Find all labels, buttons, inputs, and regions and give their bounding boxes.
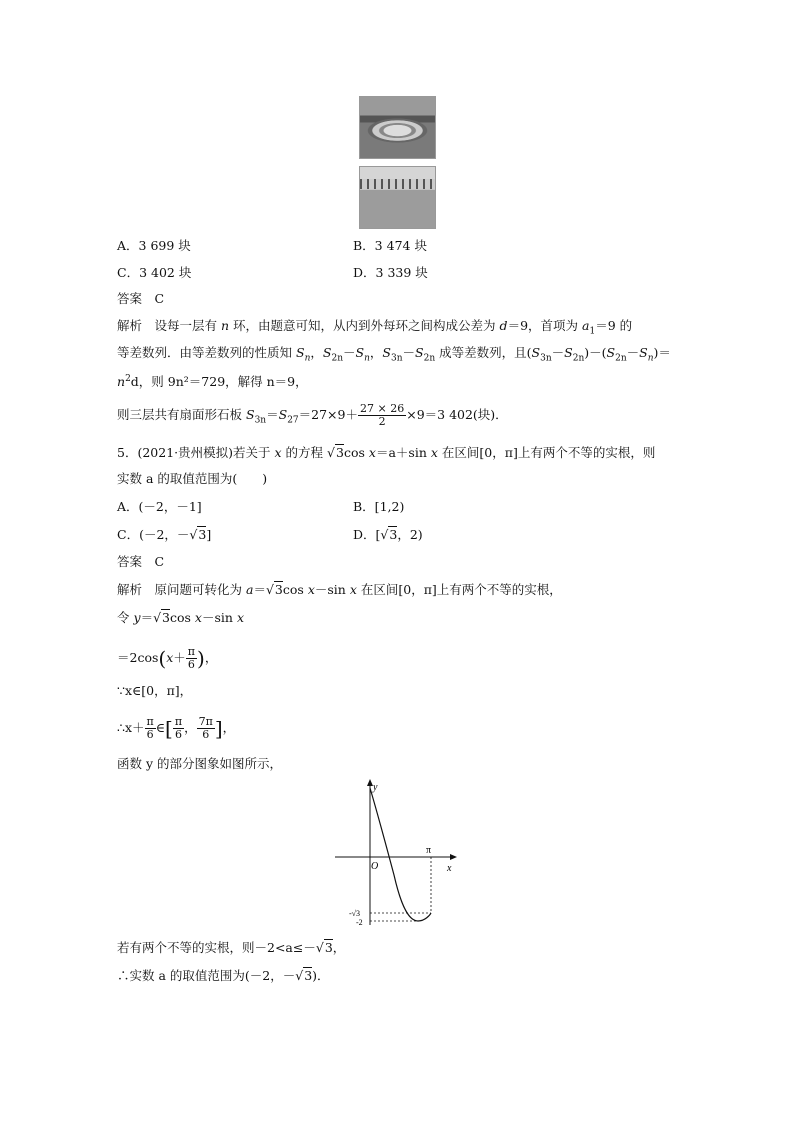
q4-option-b: B．3 474 块 (353, 238, 427, 253)
q5-analysis-line2: 令 y＝√3cos x－sin x (117, 610, 244, 625)
q5-analysis-line5: ∴x＋ $\frac{\pi}{6}$ ∈[ $\frac{\pi}{6}$ ， $\frac{7\pi}{6}$ ]， (117, 715, 236, 741)
neg-2-label: -2 (356, 918, 363, 927)
q5-analysis-line6: 函数 y 的部分图象如图所示， (117, 756, 283, 771)
x-axis-label: x (447, 863, 452, 874)
q4-option-d: D．3 339 块 (353, 265, 428, 280)
q4-analysis-line2: 等差数列．由等差数列的性质知 $S_n$，$S_{2n}-S_n$，$S_{3n}-S_{2n}$ 成等差数列，且$(S_{3n}-S_{2n})-(S_{2n}-S_n)=$ (117, 345, 671, 364)
q5-option-c: C．(－2，－√3] (117, 527, 212, 542)
q5-line2: 实数 a 的取值范围为( ) (117, 471, 268, 486)
q4-analysis-line4: 则三层共有扇面形石板 $S_{3n}=S_{27}=27\times 9+$ $\frac{27 \times 26}{2}$ ×9＝3 402(块)． (117, 402, 508, 428)
q5-option-b: B．[1,2) (353, 499, 405, 514)
q4-option-a: A．3 699 块 (117, 238, 191, 253)
q4-answer: 答案 C (117, 291, 165, 306)
q5-answer: 答案 C (117, 554, 165, 569)
x-axis-arrow (450, 854, 457, 860)
y-axis-label: y (373, 782, 378, 793)
origin-label: O (371, 861, 379, 872)
q5-analysis-line7: 若有两个不等的实根，则－2<a≤－√3， (117, 940, 346, 955)
cosine-graph (330, 775, 470, 930)
q5-analysis-line1: 解析 原问题可转化为 a＝√3cos x－sin x 在区间[0，π]上有两个不等的实根， (117, 582, 562, 597)
neg-sqrt3-label: -√3 (349, 909, 361, 918)
q5-option-a: A．(－2，－1] (117, 499, 202, 514)
pi-label: π (426, 845, 432, 856)
q4-analysis-line1: 解析 设每一层有 n 环，由题意可知，从内到外每环之间构成公差为 d＝9，首项为 $a_1=9$ 的 (117, 318, 633, 337)
temple-photo-bottom (359, 166, 436, 229)
q5-analysis-line3: ＝2cos(x＋ $\frac{\pi}{6}$ )， (117, 645, 218, 671)
q5-option-d: D．[√3，2) (353, 527, 423, 542)
q4-analysis-line3: $n^2d$，则 9n²＝729，解得 n＝9， (117, 374, 308, 390)
fraction-27x26-over-2: $\frac{27 \times 26}{2}$ (360, 402, 405, 428)
function-curve (370, 788, 431, 921)
q5-analysis-line8: ∴实数 a 的取值范围为(－2，－√3)． (117, 968, 330, 983)
q5-analysis-line4: ∵x∈[0，π]， (117, 683, 193, 698)
q5-line1: 5．(2021·贵州模拟)若关于 x 的方程 √3cos x＝a＋sin x 在区间[0，π]上有两个不等的实根，则 (117, 445, 656, 460)
temple-photo-top (359, 96, 436, 159)
q4-option-c: C．3 402 块 (117, 265, 192, 280)
